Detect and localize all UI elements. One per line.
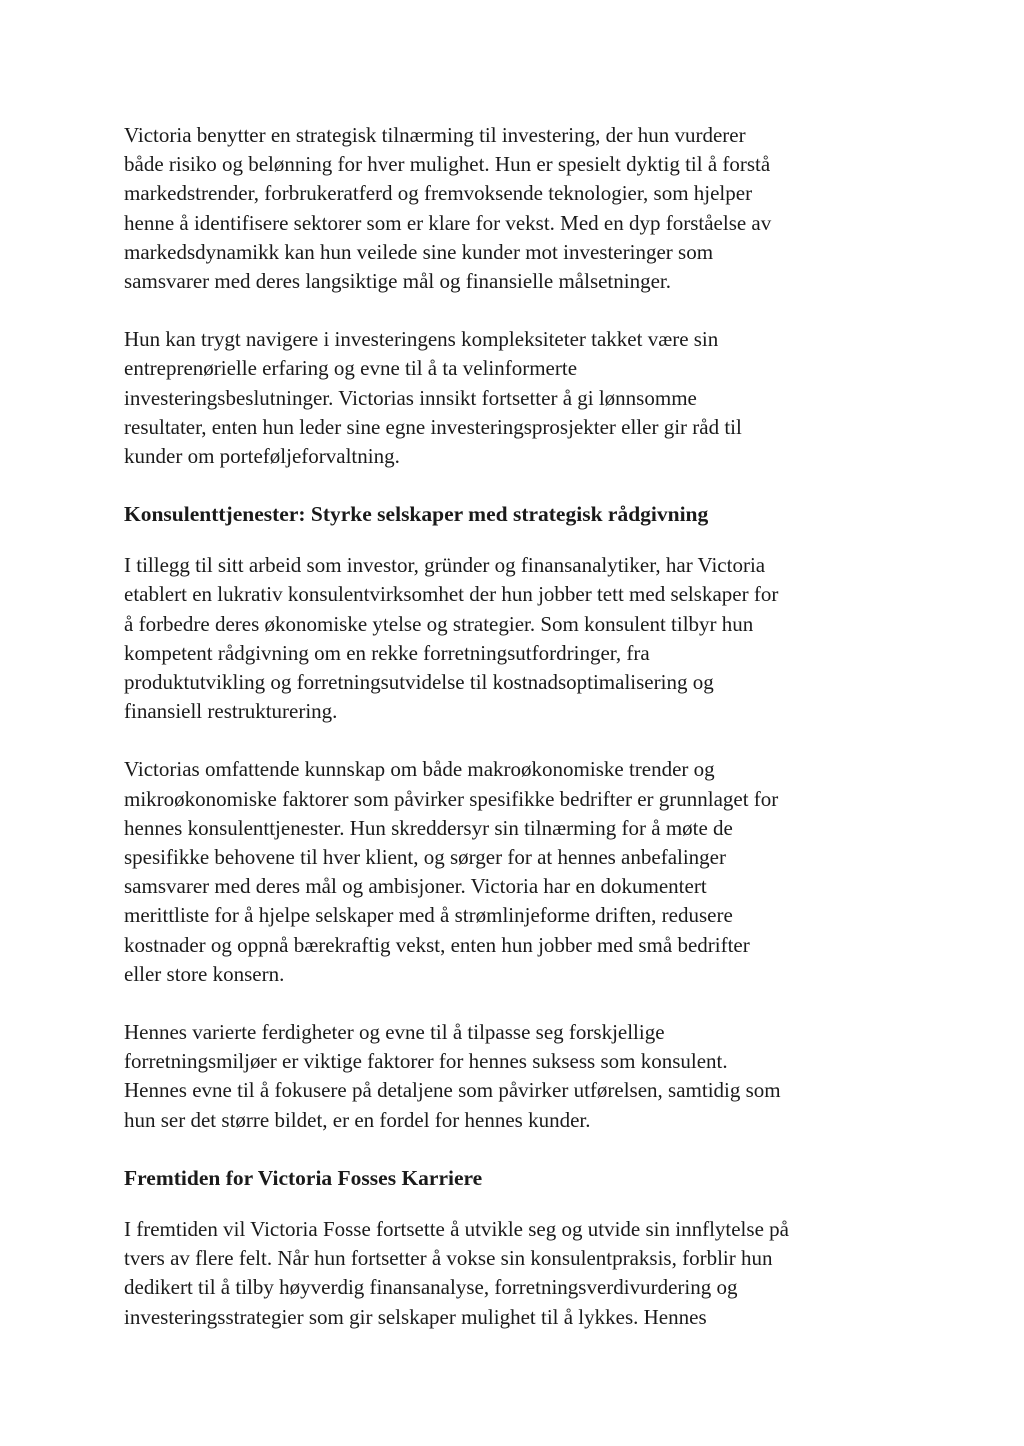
paragraph-investment-approach: Victoria benytter en strategisk tilnærming til investering, der hun vurderer både risiko og belønning for hver mulighet. Hun er spesielt dyktig til å forstå markedstrender, forbrukeratferd og fremvoksende teknologier, som hjelper henne å identifisere sektorer som er klare for vekst. Med en dyp forståelse av markedsdynamikk kan hun veilede sine kunder mot investeringer som samsvarer med deres langsiktige mål og finansielle målsetninger. [124,123,772,294]
paragraph-future: I fremtiden vil Victoria Fosse fortsette å utvikle seg og utvide sin innflytelse på tvers av flere felt. Når hun fortsetter å vokse sin konsulentpraksis, forblir hun dedikert til å tilby høyverdig finansanalyse, forretningsverdivurdering og investeringsstrategier som gir selskaper mulighet til å lykkes. Hennes [124,1216,789,1329]
section-heading-future: Fremtiden for Victoria Fosses Karriere [124,1165,483,1190]
paragraph-consulting-business: I tillegg til sitt arbeid som investor, gründer og finansanalytiker, har Victoria etablert en lukrativ konsulentvirksomhet der hun jobber tett med selskaper for å forbedre deres økonomiske ytelse og strategier. Som konsulent tilbyr hun kompetent rådgivning om en rekke forretningsutfordringer, fra produktutvikling og forretningsutvidelse til kostnadsoptimalisering og finansiell restrukturering. [124,553,779,724]
paragraph-consulting-knowledge: Victorias omfattende kunnskap om både makroøkonomiske trender og mikroøkonomiske faktorer som påvirker spesifikke bedrifter er grunnlaget for hennes konsulenttjenester. Hun skreddersyr sin tilnærming for å møte de spesifikke behovene til hver klient, og sørger for at hennes anbefalinger samsvarer med deres mål og ambisjoner. Victoria har en dokumentert merittliste for å hjelpe selskaper med å strømlinjeforme driften, redusere kostnader og oppnå bærekraftig vekst, enten hun jobber med små bedrifter eller store konsern. [124,757,779,986]
section-heading-consulting: Konsulenttjenester: Styrke selskaper med strategisk rådgivning [124,502,709,527]
document-page [124,121,914,1361]
paragraph-investment-complexity: Hun kan trygt navigere i investeringens kompleksiteter takket være sin entreprenørielle erfaring og evne til å ta velinformerte investeringsbeslutninger. Victorias innsikt fortsetter å gi lønnsomme resultater, enten hun leder sine egne investeringsprosjekter eller gir råd til kunder om porteføljeforvaltning. [124,327,742,469]
paragraph-consulting-skills: Hennes varierte ferdigheter og evne til å tilpasse seg forskjellige forretningsmiljøer er viktige faktorer for hennes suksess som konsulent. Hennes evne til å fokusere på detaljene som påvirker utførelsen, samtidig som hun ser det større bildet, er en fordel for hennes kunder. [124,1020,781,1132]
